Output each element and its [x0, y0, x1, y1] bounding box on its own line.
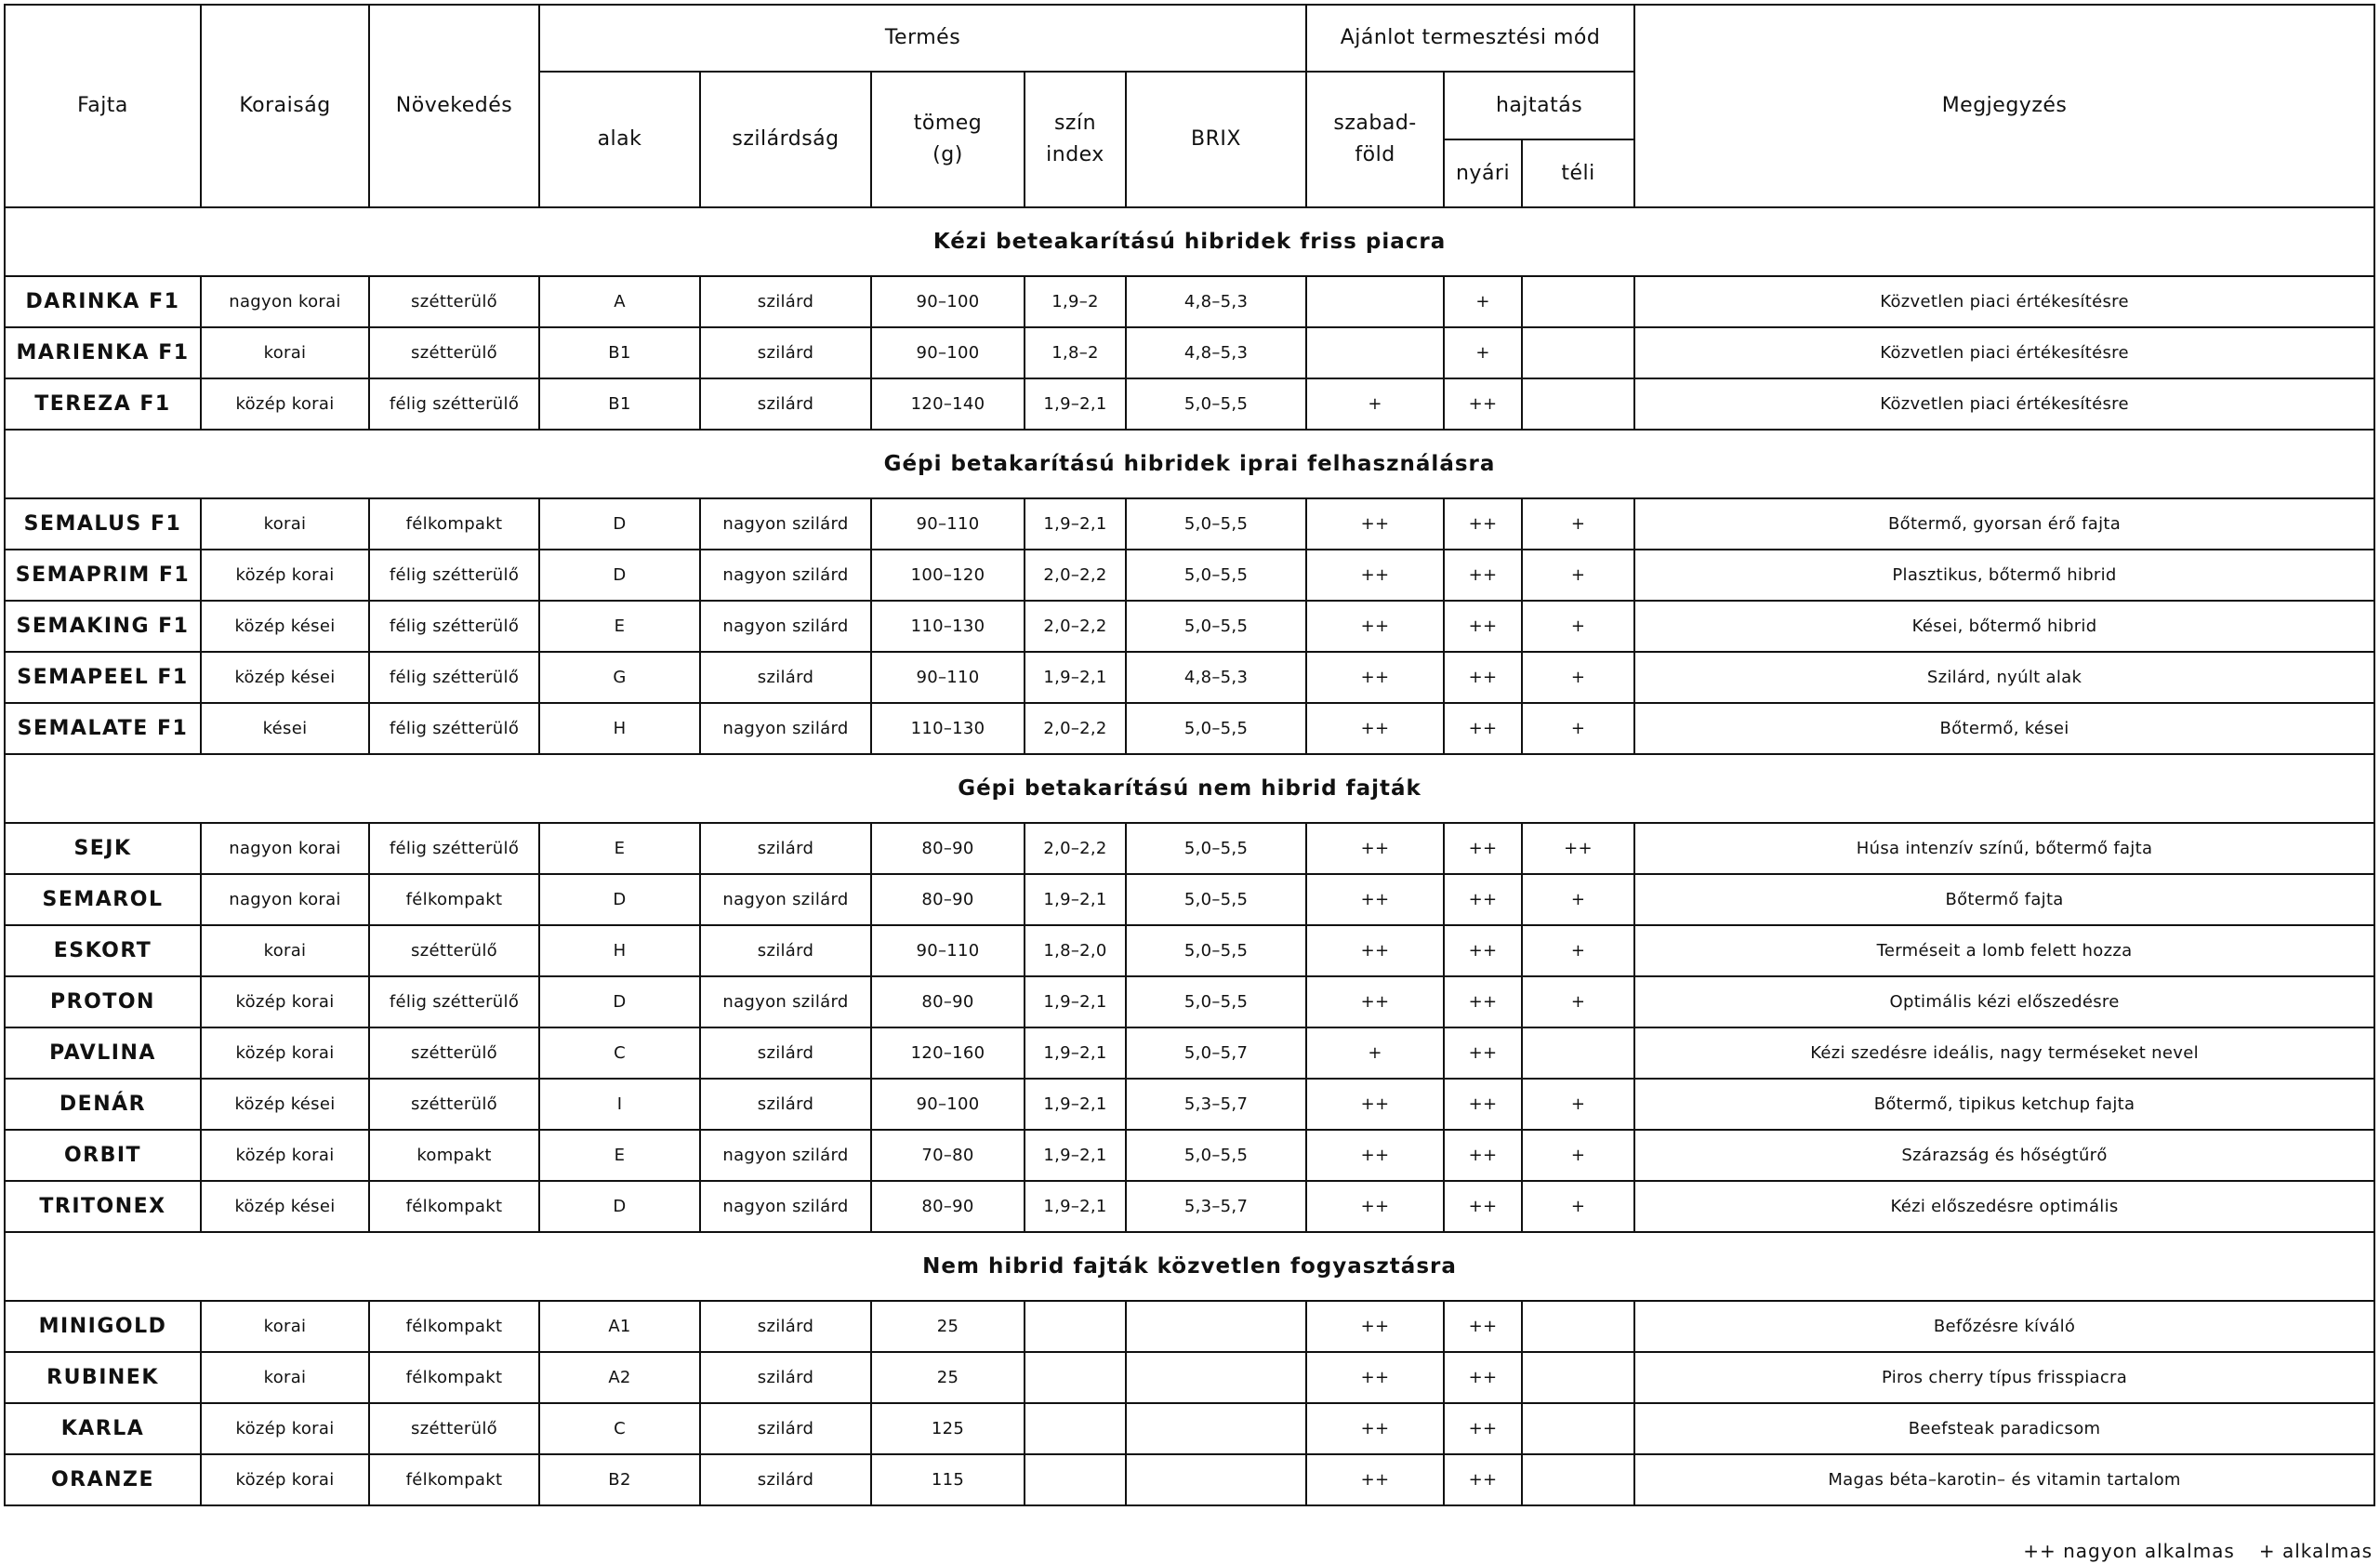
earliness-cell: közép korai: [201, 550, 369, 601]
earliness-cell: nagyon korai: [201, 874, 369, 925]
remark-cell: Befőzésre kíváló: [1634, 1301, 2374, 1352]
summer-forcing-rating-cell: ++: [1444, 1301, 1522, 1352]
table-row: [5, 1027, 2374, 1079]
growth-habit-cell: félkompakt: [369, 874, 539, 925]
winter-forcing-rating-cell: [1522, 276, 1634, 327]
fruit-shape-cell: E: [539, 601, 700, 652]
growth-habit-cell: félig szétterülő: [369, 378, 539, 430]
growth-habit-cell: szétterülő: [369, 1403, 539, 1454]
section-title: Gépi betakarítású hibridek iprai felhasználásra: [5, 430, 2374, 498]
winter-forcing-rating-cell: [1522, 1454, 1634, 1505]
section-header-row: [5, 207, 2374, 276]
section-title: Nem hibrid fajták közvetlen fogyasztásra: [5, 1232, 2374, 1301]
open-field-rating-cell: ++: [1306, 1079, 1444, 1130]
fruit-weight-cell: 120–140: [871, 378, 1025, 430]
fruit-weight-cell: 90–100: [871, 327, 1025, 378]
fruit-weight-cell: 70–80: [871, 1130, 1025, 1181]
winter-forcing-rating-cell: [1522, 378, 1634, 430]
variety-name-cell: SEMAKING F1: [5, 601, 201, 652]
brix-value-cell: 5,3–5,7: [1126, 1079, 1306, 1130]
table-row: [5, 550, 2374, 601]
open-field-rating-cell: ++: [1306, 976, 1444, 1027]
summer-forcing-rating-cell: ++: [1444, 976, 1522, 1027]
table-row: [5, 703, 2374, 754]
variety-name-cell: SEMAPEEL F1: [5, 652, 201, 703]
color-index-cell: [1025, 1352, 1126, 1403]
fruit-shape-cell: G: [539, 652, 700, 703]
winter-forcing-rating-cell: +: [1522, 976, 1634, 1027]
color-index-cell: 2,0–2,2: [1025, 601, 1126, 652]
variety-name-cell: TEREZA F1: [5, 378, 201, 430]
summer-forcing-rating-cell: ++: [1444, 550, 1522, 601]
color-index-cell: 1,8–2,0: [1025, 925, 1126, 976]
tomato-varieties-table: [4, 4, 2375, 1506]
header-szilardsag: szilárdság: [700, 72, 871, 207]
earliness-cell: korai: [201, 1352, 369, 1403]
growth-habit-cell: félkompakt: [369, 1352, 539, 1403]
summer-forcing-rating-cell: ++: [1444, 1454, 1522, 1505]
growth-habit-cell: szétterülő: [369, 1079, 539, 1130]
remark-cell: Szilárd, nyúlt alak: [1634, 652, 2374, 703]
growth-habit-cell: félig szétterülő: [369, 976, 539, 1027]
growth-habit-cell: szétterülő: [369, 925, 539, 976]
fruit-weight-cell: 110–130: [871, 703, 1025, 754]
table-row: [5, 1403, 2374, 1454]
earliness-cell: közép korai: [201, 976, 369, 1027]
color-index-cell: 1,9–2,1: [1025, 1130, 1126, 1181]
color-index-cell: 1,9–2,1: [1025, 874, 1126, 925]
fruit-shape-cell: I: [539, 1079, 700, 1130]
growth-habit-cell: félig szétterülő: [369, 703, 539, 754]
section-header-row: [5, 754, 2374, 823]
summer-forcing-rating-cell: ++: [1444, 498, 1522, 550]
header-szin-line2: index: [1046, 143, 1104, 166]
open-field-rating-cell: ++: [1306, 498, 1444, 550]
remark-cell: Bőtermő fajta: [1634, 874, 2374, 925]
summer-forcing-rating-cell: ++: [1444, 378, 1522, 430]
open-field-rating-cell: ++: [1306, 823, 1444, 874]
table-row: [5, 823, 2374, 874]
winter-forcing-rating-cell: +: [1522, 1181, 1634, 1232]
color-index-cell: 1,9–2,1: [1025, 1079, 1126, 1130]
earliness-cell: korai: [201, 925, 369, 976]
header-koraisag: Koraiság: [201, 5, 369, 207]
brix-value-cell: 5,3–5,7: [1126, 1181, 1306, 1232]
summer-forcing-rating-cell: ++: [1444, 1130, 1522, 1181]
summer-forcing-rating-cell: ++: [1444, 703, 1522, 754]
header-alak: alak: [539, 72, 700, 207]
firmness-cell: nagyon szilárd: [700, 1181, 871, 1232]
summer-forcing-rating-cell: ++: [1444, 652, 1522, 703]
brix-value-cell: 5,0–5,5: [1126, 601, 1306, 652]
firmness-cell: nagyon szilárd: [700, 1130, 871, 1181]
header-teli: téli: [1522, 139, 1634, 207]
winter-forcing-rating-cell: [1522, 327, 1634, 378]
open-field-rating-cell: ++: [1306, 925, 1444, 976]
remark-cell: Húsa intenzív színű, bőtermő fajta: [1634, 823, 2374, 874]
firmness-cell: szilárd: [700, 1403, 871, 1454]
brix-value-cell: 5,0–5,5: [1126, 874, 1306, 925]
brix-value-cell: 5,0–5,5: [1126, 976, 1306, 1027]
header-szabadfold: [1306, 72, 1444, 207]
brix-value-cell: 4,8–5,3: [1126, 327, 1306, 378]
header-hajtatas: hajtatás: [1444, 72, 1634, 139]
earliness-cell: közép korai: [201, 1027, 369, 1079]
header-tomeg-unit: (g): [932, 143, 963, 166]
brix-value-cell: [1126, 1352, 1306, 1403]
growth-habit-cell: félig szétterülő: [369, 550, 539, 601]
variety-name-cell: ORBIT: [5, 1130, 201, 1181]
brix-value-cell: 5,0–5,5: [1126, 925, 1306, 976]
open-field-rating-cell: ++: [1306, 1301, 1444, 1352]
summer-forcing-rating-cell: +: [1444, 327, 1522, 378]
growth-habit-cell: félig szétterülő: [369, 652, 539, 703]
header-tomeg: [871, 72, 1025, 207]
firmness-cell: szilárd: [700, 1027, 871, 1079]
open-field-rating-cell: ++: [1306, 1352, 1444, 1403]
firmness-cell: szilárd: [700, 823, 871, 874]
summer-forcing-rating-cell: ++: [1444, 1181, 1522, 1232]
fruit-weight-cell: 25: [871, 1352, 1025, 1403]
earliness-cell: korai: [201, 327, 369, 378]
remark-cell: Beefsteak paradicsom: [1634, 1403, 2374, 1454]
variety-name-cell: SEMALATE F1: [5, 703, 201, 754]
header-tomeg-line1: tömeg: [913, 112, 983, 135]
color-index-cell: [1025, 1403, 1126, 1454]
earliness-cell: közép kései: [201, 1079, 369, 1130]
table-row: [5, 378, 2374, 430]
summer-forcing-rating-cell: ++: [1444, 601, 1522, 652]
header-termes: Termés: [539, 5, 1306, 72]
brix-value-cell: 4,8–5,3: [1126, 652, 1306, 703]
open-field-rating-cell: ++: [1306, 550, 1444, 601]
growth-habit-cell: félkompakt: [369, 498, 539, 550]
open-field-rating-cell: +: [1306, 1027, 1444, 1079]
summer-forcing-rating-cell: ++: [1444, 1027, 1522, 1079]
winter-forcing-rating-cell: +: [1522, 1079, 1634, 1130]
growth-habit-cell: szétterülő: [369, 276, 539, 327]
remark-cell: Szárazság és hőségtűrő: [1634, 1130, 2374, 1181]
remark-cell: Magas béta–karotin– és vitamin tartalom: [1634, 1454, 2374, 1505]
color-index-cell: 1,9–2,1: [1025, 498, 1126, 550]
winter-forcing-rating-cell: +: [1522, 874, 1634, 925]
variety-name-cell: TRITONEX: [5, 1181, 201, 1232]
fruit-shape-cell: E: [539, 1130, 700, 1181]
color-index-cell: 1,9–2,1: [1025, 378, 1126, 430]
header-novekedes: Növekedés: [369, 5, 539, 207]
variety-name-cell: SEMAPRIM F1: [5, 550, 201, 601]
color-index-cell: 1,8–2: [1025, 327, 1126, 378]
fruit-weight-cell: 90–110: [871, 925, 1025, 976]
brix-value-cell: 5,0–5,5: [1126, 823, 1306, 874]
winter-forcing-rating-cell: +: [1522, 652, 1634, 703]
variety-name-cell: DENÁR: [5, 1079, 201, 1130]
table-row: [5, 1301, 2374, 1352]
summer-forcing-rating-cell: ++: [1444, 1403, 1522, 1454]
fruit-shape-cell: D: [539, 874, 700, 925]
brix-value-cell: 5,0–5,5: [1126, 1130, 1306, 1181]
remark-cell: Közvetlen piaci értékesítésre: [1634, 327, 2374, 378]
brix-value-cell: 5,0–5,5: [1126, 378, 1306, 430]
firmness-cell: nagyon szilárd: [700, 550, 871, 601]
open-field-rating-cell: ++: [1306, 1181, 1444, 1232]
header-szabadfold-line1: szabad-: [1333, 112, 1417, 135]
growth-habit-cell: félig szétterülő: [369, 823, 539, 874]
open-field-rating-cell: ++: [1306, 601, 1444, 652]
remark-cell: Bőtermő, gyorsan érő fajta: [1634, 498, 2374, 550]
brix-value-cell: [1126, 1403, 1306, 1454]
legend-suitable: + alkalmas: [2258, 1540, 2373, 1562]
header-brix: BRIX: [1126, 72, 1306, 207]
fruit-shape-cell: B1: [539, 327, 700, 378]
summer-forcing-rating-cell: ++: [1444, 1079, 1522, 1130]
remark-cell: Kézi előszedésre optimális: [1634, 1181, 2374, 1232]
fruit-weight-cell: 115: [871, 1454, 1025, 1505]
variety-name-cell: MINIGOLD: [5, 1301, 201, 1352]
fruit-weight-cell: 110–130: [871, 601, 1025, 652]
summer-forcing-rating-cell: ++: [1444, 925, 1522, 976]
brix-value-cell: [1126, 1454, 1306, 1505]
section-header-row: [5, 430, 2374, 498]
fruit-weight-cell: 90–100: [871, 276, 1025, 327]
firmness-cell: szilárd: [700, 1079, 871, 1130]
winter-forcing-rating-cell: +: [1522, 1130, 1634, 1181]
fruit-weight-cell: 90–110: [871, 498, 1025, 550]
variety-name-cell: SEMALUS F1: [5, 498, 201, 550]
fruit-weight-cell: 125: [871, 1403, 1025, 1454]
table-row: [5, 1181, 2374, 1232]
fruit-shape-cell: D: [539, 550, 700, 601]
earliness-cell: közép kései: [201, 652, 369, 703]
table-row: [5, 976, 2374, 1027]
growth-habit-cell: félkompakt: [369, 1181, 539, 1232]
fruit-weight-cell: 25: [871, 1301, 1025, 1352]
firmness-cell: nagyon szilárd: [700, 874, 871, 925]
fruit-shape-cell: H: [539, 703, 700, 754]
fruit-shape-cell: B1: [539, 378, 700, 430]
earliness-cell: korai: [201, 498, 369, 550]
color-index-cell: 2,0–2,2: [1025, 823, 1126, 874]
table-row: [5, 1130, 2374, 1181]
table-row: [5, 1352, 2374, 1403]
open-field-rating-cell: ++: [1306, 874, 1444, 925]
earliness-cell: közép kései: [201, 1181, 369, 1232]
fruit-weight-cell: 80–90: [871, 823, 1025, 874]
open-field-rating-cell: ++: [1306, 1130, 1444, 1181]
section-header-row: [5, 1232, 2374, 1301]
variety-name-cell: MARIENKA F1: [5, 327, 201, 378]
variety-name-cell: PROTON: [5, 976, 201, 1027]
color-index-cell: 1,9–2,1: [1025, 976, 1126, 1027]
earliness-cell: közép kései: [201, 601, 369, 652]
firmness-cell: nagyon szilárd: [700, 703, 871, 754]
growth-habit-cell: kompakt: [369, 1130, 539, 1181]
open-field-rating-cell: [1306, 327, 1444, 378]
color-index-cell: 1,9–2,1: [1025, 652, 1126, 703]
brix-value-cell: 5,0–5,5: [1126, 498, 1306, 550]
firmness-cell: nagyon szilárd: [700, 976, 871, 1027]
section-title: Kézi beteakarítású hibridek friss piacra: [5, 207, 2374, 276]
firmness-cell: nagyon szilárd: [700, 601, 871, 652]
fruit-weight-cell: 90–100: [871, 1079, 1025, 1130]
brix-value-cell: 4,8–5,3: [1126, 276, 1306, 327]
fruit-shape-cell: C: [539, 1403, 700, 1454]
remark-cell: Plasztikus, bőtermő hibrid: [1634, 550, 2374, 601]
winter-forcing-rating-cell: +: [1522, 550, 1634, 601]
fruit-weight-cell: 80–90: [871, 1181, 1025, 1232]
firmness-cell: szilárd: [700, 652, 871, 703]
table-row: [5, 925, 2374, 976]
color-index-cell: 2,0–2,2: [1025, 550, 1126, 601]
table-row: [5, 652, 2374, 703]
legend-very-suitable: ++ nagyon alkalmas: [2023, 1540, 2235, 1562]
table-row: [5, 498, 2374, 550]
brix-value-cell: 5,0–5,5: [1126, 550, 1306, 601]
color-index-cell: 2,0–2,2: [1025, 703, 1126, 754]
winter-forcing-rating-cell: [1522, 1403, 1634, 1454]
brix-value-cell: [1126, 1301, 1306, 1352]
header-megjegyzes: Megjegyzés: [1634, 5, 2374, 207]
earliness-cell: kései: [201, 703, 369, 754]
fruit-weight-cell: 80–90: [871, 874, 1025, 925]
fruit-weight-cell: 90–110: [871, 652, 1025, 703]
winter-forcing-rating-cell: +: [1522, 925, 1634, 976]
winter-forcing-rating-cell: +: [1522, 703, 1634, 754]
earliness-cell: közép korai: [201, 1130, 369, 1181]
fruit-shape-cell: H: [539, 925, 700, 976]
growth-habit-cell: szétterülő: [369, 1027, 539, 1079]
table-row: [5, 1454, 2374, 1505]
table-row: [5, 327, 2374, 378]
earliness-cell: közép korai: [201, 1454, 369, 1505]
remark-cell: Bőtermő, kései: [1634, 703, 2374, 754]
winter-forcing-rating-cell: [1522, 1352, 1634, 1403]
growth-habit-cell: félig szétterülő: [369, 601, 539, 652]
fruit-weight-cell: 80–90: [871, 976, 1025, 1027]
winter-forcing-rating-cell: ++: [1522, 823, 1634, 874]
table-body: [5, 207, 2374, 1505]
winter-forcing-rating-cell: [1522, 1301, 1634, 1352]
table-row: [5, 874, 2374, 925]
open-field-rating-cell: [1306, 276, 1444, 327]
earliness-cell: közép korai: [201, 378, 369, 430]
brix-value-cell: 5,0–5,7: [1126, 1027, 1306, 1079]
variety-name-cell: SEMAROL: [5, 874, 201, 925]
table-row: [5, 601, 2374, 652]
header-fajta: Fajta: [5, 5, 201, 207]
open-field-rating-cell: ++: [1306, 1403, 1444, 1454]
firmness-cell: szilárd: [700, 925, 871, 976]
growth-habit-cell: félkompakt: [369, 1454, 539, 1505]
header-ajanlott-termesztesi-mod: Ajánlot termesztési mód: [1306, 5, 1634, 72]
remark-cell: Kézi szedésre ideális, nagy terméseket nevel: [1634, 1027, 2374, 1079]
fruit-weight-cell: 120–160: [871, 1027, 1025, 1079]
fruit-shape-cell: D: [539, 1181, 700, 1232]
color-index-cell: [1025, 1301, 1126, 1352]
earliness-cell: nagyon korai: [201, 823, 369, 874]
remark-cell: Terméseit a lomb felett hozza: [1634, 925, 2374, 976]
variety-name-cell: ESKORT: [5, 925, 201, 976]
fruit-shape-cell: D: [539, 498, 700, 550]
summer-forcing-rating-cell: ++: [1444, 1352, 1522, 1403]
fruit-weight-cell: 100–120: [871, 550, 1025, 601]
header-szin-line1: szín: [1053, 112, 1097, 135]
open-field-rating-cell: ++: [1306, 1454, 1444, 1505]
fruit-shape-cell: C: [539, 1027, 700, 1079]
header-szin-index: [1025, 72, 1126, 207]
color-index-cell: 1,9–2: [1025, 276, 1126, 327]
section-title: Gépi betakarítású nem hibrid fajták: [5, 754, 2374, 823]
brix-value-cell: 5,0–5,5: [1126, 703, 1306, 754]
growth-habit-cell: szétterülő: [369, 327, 539, 378]
variety-name-cell: KARLA: [5, 1403, 201, 1454]
remark-cell: Közvetlen piaci értékesítésre: [1634, 276, 2374, 327]
remark-cell: Kései, bőtermő hibrid: [1634, 601, 2374, 652]
earliness-cell: korai: [201, 1301, 369, 1352]
growth-habit-cell: félkompakt: [369, 1301, 539, 1352]
remark-cell: Bőtermő, tipikus ketchup fajta: [1634, 1079, 2374, 1130]
color-index-cell: 1,9–2,1: [1025, 1027, 1126, 1079]
firmness-cell: szilárd: [700, 1352, 871, 1403]
firmness-cell: szilárd: [700, 378, 871, 430]
firmness-cell: nagyon szilárd: [700, 498, 871, 550]
color-index-cell: [1025, 1454, 1126, 1505]
summer-forcing-rating-cell: ++: [1444, 874, 1522, 925]
earliness-cell: nagyon korai: [201, 276, 369, 327]
fruit-shape-cell: E: [539, 823, 700, 874]
winter-forcing-rating-cell: +: [1522, 498, 1634, 550]
legend: [1999, 1540, 2373, 1562]
remark-cell: Optimális kézi előszedésre: [1634, 976, 2374, 1027]
variety-name-cell: SEJK: [5, 823, 201, 874]
firmness-cell: szilárd: [700, 327, 871, 378]
fruit-shape-cell: A2: [539, 1352, 700, 1403]
variety-name-cell: RUBINEK: [5, 1352, 201, 1403]
remark-cell: Piros cherry típus frisspiacra: [1634, 1352, 2374, 1403]
firmness-cell: szilárd: [700, 276, 871, 327]
winter-forcing-rating-cell: [1522, 1027, 1634, 1079]
winter-forcing-rating-cell: +: [1522, 601, 1634, 652]
open-field-rating-cell: +: [1306, 378, 1444, 430]
fruit-shape-cell: A1: [539, 1301, 700, 1352]
variety-name-cell: PAVLINA: [5, 1027, 201, 1079]
remark-cell: Közvetlen piaci értékesítésre: [1634, 378, 2374, 430]
fruit-shape-cell: A: [539, 276, 700, 327]
color-index-cell: 1,9–2,1: [1025, 1181, 1126, 1232]
open-field-rating-cell: ++: [1306, 703, 1444, 754]
fruit-shape-cell: B2: [539, 1454, 700, 1505]
firmness-cell: szilárd: [700, 1301, 871, 1352]
variety-name-cell: DARINKA F1: [5, 276, 201, 327]
table-row: [5, 276, 2374, 327]
table-row: [5, 1079, 2374, 1130]
header-nyari: nyári: [1444, 139, 1522, 207]
variety-name-cell: ORANZE: [5, 1454, 201, 1505]
summer-forcing-rating-cell: +: [1444, 276, 1522, 327]
open-field-rating-cell: ++: [1306, 652, 1444, 703]
earliness-cell: közép korai: [201, 1403, 369, 1454]
header-szabadfold-line2: föld: [1355, 143, 1395, 166]
summer-forcing-rating-cell: ++: [1444, 823, 1522, 874]
fruit-shape-cell: D: [539, 976, 700, 1027]
firmness-cell: szilárd: [700, 1454, 871, 1505]
